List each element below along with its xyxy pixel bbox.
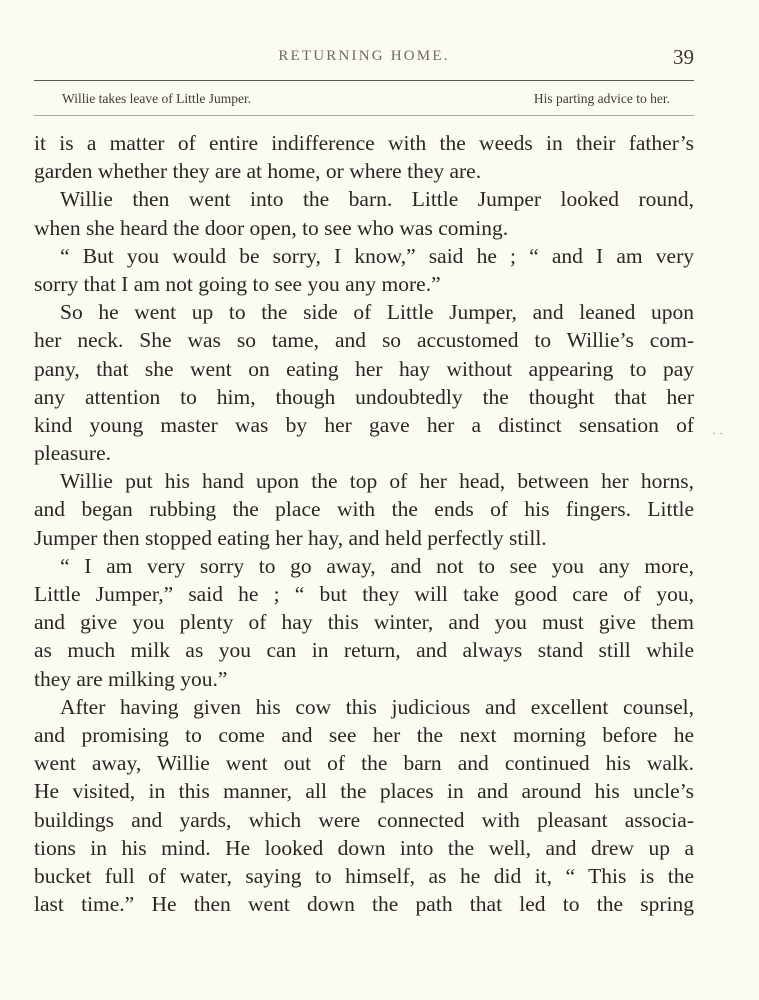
sidenote-left: Willie takes leave of Little Jumper. [62, 91, 252, 106]
text-line: After having given his cow this judicious and excellent counsel, [60, 694, 694, 719]
text-line: garden whether they are at home, or where they are. [34, 159, 482, 184]
text-line: and began rubbing the place with the ends of his fingers. Little [34, 497, 694, 522]
text-line: and promising to come and see her the next morning before he [34, 722, 694, 747]
text-line: He visited, in this manner, all the places in and around his uncle’s [34, 779, 694, 804]
text-line: it is a matter of entire indifference with the weeds in their father’s [34, 131, 694, 155]
page-number: 39 [673, 45, 694, 69]
text-line: bucket full of water, saying to himself, as he did it, “ This is the [34, 863, 694, 888]
text-line: Willie then went into the barn. Little Jumper looked round, [60, 187, 694, 212]
header-rule [34, 80, 694, 81]
text-line: her neck. She was so tame, and so accustomed to Willie’s com- [34, 328, 694, 353]
text-line: they are milking you.” [34, 666, 228, 691]
text-line: any attention to him, though undoubtedly the thought that her [34, 384, 694, 409]
margin-mark: · · [712, 426, 723, 440]
text-line: Little Jumper,” said he ; “ but they will take good care of you, [34, 582, 694, 606]
text-line: pany, that she went on eating her hay without appearing to pay [34, 356, 694, 381]
running-title: RETURNING HOME. [278, 48, 450, 64]
text-line: last time.” He then went down the path that led to the spring [34, 892, 694, 917]
text-line: pleasure. [34, 441, 112, 466]
text-line: Willie put his hand upon the top of her head, between her horns, [60, 469, 694, 494]
sidenote-right: His parting advice to her. [533, 91, 670, 106]
text-line: went away, Willie went out of the barn and continued his walk. [34, 751, 694, 776]
text-line: Jumper then stopped eating her hay, and held perfectly still. [34, 525, 547, 550]
text-line: buildings and yards, which were connected with pleasant associa- [34, 807, 694, 832]
running-head [34, 45, 694, 72]
sidenotes [62, 91, 670, 111]
text-line: sorry that I am not going to see you any more.” [34, 271, 441, 296]
text-line: kind young master was by her gave her a distinct sensation of [34, 412, 694, 437]
sidenote-rule [34, 115, 694, 116]
text-line: So he went up to the side of Little Jumper, and leaned upon [60, 300, 694, 325]
body-text [34, 129, 694, 918]
text-line: as much milk as you can in return, and always stand still while [34, 638, 694, 663]
text-line: when she heard the door open, to see who was coming. [34, 215, 509, 240]
text-line: “ But you would be sorry, I know,” said he ; “ and I am very [60, 243, 694, 268]
text-line: “ I am very sorry to go away, and not to see you any more, [60, 553, 694, 578]
text-line: and give you plenty of hay this winter, and you must give them [34, 610, 694, 635]
text-line: tions in his mind. He looked down into the well, and drew up a [34, 835, 694, 860]
